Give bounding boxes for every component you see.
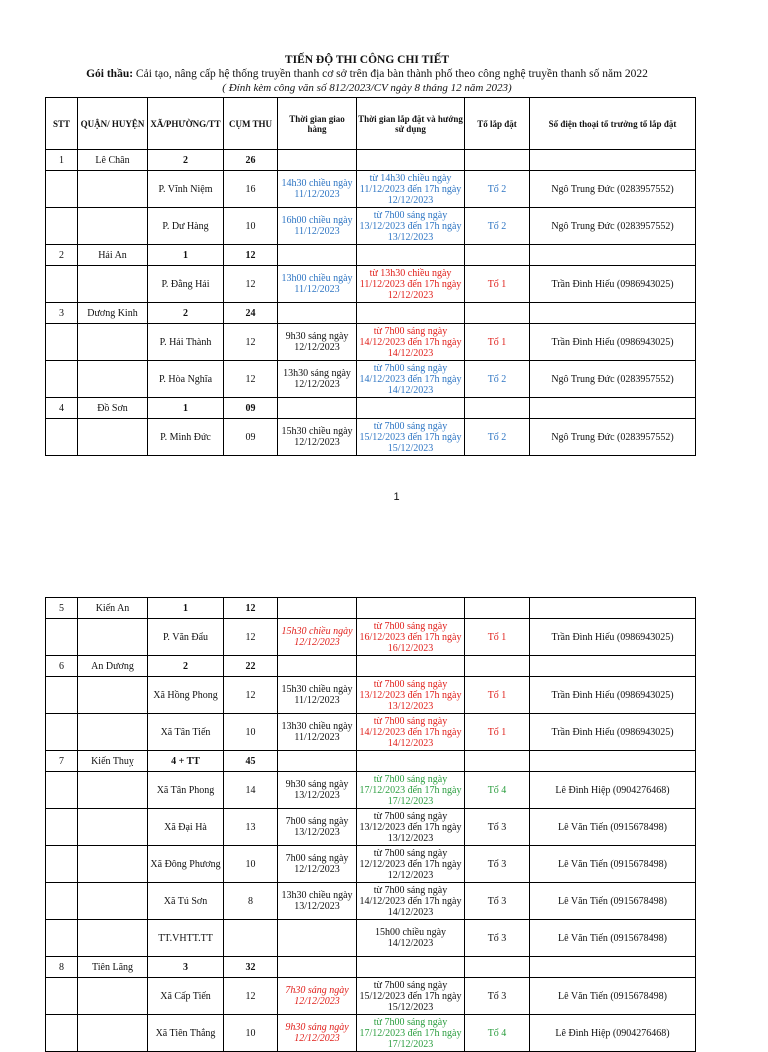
empty-cell xyxy=(530,398,696,419)
district-name: Tiên Lãng xyxy=(78,957,148,978)
cluster-total: 26 xyxy=(224,150,278,171)
delivery-time: 9h30 sáng ngày 13/12/2023 xyxy=(278,772,357,809)
empty-cell xyxy=(78,361,148,398)
empty-cell xyxy=(530,751,696,772)
cluster-count: 12 xyxy=(224,978,278,1015)
empty-cell xyxy=(278,245,357,266)
install-time: từ 7h00 sáng ngày 13/12/2023 đến 17h ngày 13/12/2023 xyxy=(357,677,465,714)
delivery-time: 13h30 sáng ngày 12/12/2023 xyxy=(278,361,357,398)
cluster-count: 10 xyxy=(224,714,278,751)
package-line xyxy=(0,67,734,82)
district-row xyxy=(46,245,696,266)
empty-cell xyxy=(357,398,465,419)
empty-cell xyxy=(78,619,148,656)
header-stt: STT xyxy=(46,98,78,150)
district-row xyxy=(46,957,696,978)
delivery-time: 13h00 chiều ngày 11/12/2023 xyxy=(278,266,357,303)
delivery-time: 9h30 sáng ngày 12/12/2023 xyxy=(278,324,357,361)
ward-row xyxy=(46,978,696,1015)
ward-name: P. Minh Đức xyxy=(148,419,224,456)
delivery-time: 14h30 chiều ngày 11/12/2023 xyxy=(278,171,357,208)
empty-cell xyxy=(78,772,148,809)
district-row xyxy=(46,150,696,171)
install-team: Tổ 3 xyxy=(465,920,530,957)
empty-cell xyxy=(46,772,78,809)
district-name: Kiến An xyxy=(78,598,148,619)
ward-name: Xã Đại Hà xyxy=(148,809,224,846)
cluster-count: 09 xyxy=(224,419,278,456)
install-time: từ 7h00 sáng ngày 14/12/2023 đến 17h ngày 14/12/2023 xyxy=(357,883,465,920)
team-leader-phone: Ngô Trung Đức (0283957552) xyxy=(530,208,696,245)
cluster-total: 32 xyxy=(224,957,278,978)
empty-cell xyxy=(46,208,78,245)
delivery-time: 16h00 chiều ngày 11/12/2023 xyxy=(278,208,357,245)
install-team: Tổ 2 xyxy=(465,419,530,456)
install-team: Tổ 2 xyxy=(465,361,530,398)
empty-cell xyxy=(78,208,148,245)
team-leader-phone: Trần Đình Hiếu (0986943025) xyxy=(530,324,696,361)
install-time: từ 7h00 sáng ngày 13/12/2023 đến 17h ngày 13/12/2023 xyxy=(357,208,465,245)
cluster-total: 12 xyxy=(224,598,278,619)
ward-name: P. Đằng Hải xyxy=(148,266,224,303)
empty-cell xyxy=(465,398,530,419)
team-leader-phone: Lê Văn Tiến (0915678498) xyxy=(530,846,696,883)
empty-cell xyxy=(357,150,465,171)
empty-cell xyxy=(278,751,357,772)
cluster-total: 24 xyxy=(224,303,278,324)
ward-row xyxy=(46,920,696,957)
delivery-time xyxy=(278,920,357,957)
ward-name: P. Vĩnh Niệm xyxy=(148,171,224,208)
header-install: Thời gian lắp đặt và hướng sử dụng xyxy=(357,98,465,150)
cluster-count: 12 xyxy=(224,677,278,714)
table-header-row xyxy=(46,98,696,150)
team-leader-phone: Lê Văn Tiến (0915678498) xyxy=(530,883,696,920)
row-stt: 2 xyxy=(46,245,78,266)
install-team: Tổ 1 xyxy=(465,677,530,714)
empty-cell xyxy=(357,245,465,266)
empty-cell xyxy=(78,883,148,920)
delivery-time: 7h00 sáng ngày 13/12/2023 xyxy=(278,809,357,846)
district-name: Đồ Sơn xyxy=(78,398,148,419)
document-header xyxy=(0,53,734,94)
cluster-count: 10 xyxy=(224,1015,278,1052)
install-team: Tổ 1 xyxy=(465,266,530,303)
header-district: QUẬN/ HUYỆN xyxy=(78,98,148,150)
team-leader-phone: Ngô Trung Đức (0283957552) xyxy=(530,361,696,398)
empty-cell xyxy=(78,171,148,208)
row-stt: 6 xyxy=(46,656,78,677)
ward-row xyxy=(46,361,696,398)
install-time: từ 14h30 chiều ngày 11/12/2023 đến 17h ngày 12/12/2023 xyxy=(357,171,465,208)
empty-cell xyxy=(530,245,696,266)
empty-cell xyxy=(46,1015,78,1052)
install-time: từ 7h00 sáng ngày 17/12/2023 đến 17h ngày 17/12/2023 xyxy=(357,772,465,809)
team-leader-phone: Trần Đình Hiếu (0986943025) xyxy=(530,677,696,714)
empty-cell xyxy=(278,398,357,419)
cluster-count: 12 xyxy=(224,266,278,303)
install-team: Tổ 3 xyxy=(465,978,530,1015)
ward-name: Xã Tân Phong xyxy=(148,772,224,809)
empty-cell xyxy=(465,656,530,677)
package-text: Cải tạo, nâng cấp hệ thống truyền thanh cơ sở trên địa bàn thành phố theo công nghệ truyền thanh số năm 2022 xyxy=(135,68,648,80)
install-team: Tổ 2 xyxy=(465,208,530,245)
reference-note: ( Đính kèm công văn số 812/2023/CV ngày 8 tháng 12 năm 2023) xyxy=(222,82,512,94)
ward-row xyxy=(46,208,696,245)
district-name: Lê Chân xyxy=(78,150,148,171)
delivery-time: 15h30 chiều ngày 12/12/2023 xyxy=(278,419,357,456)
cluster-count: 12 xyxy=(224,361,278,398)
empty-cell xyxy=(278,656,357,677)
district-row xyxy=(46,598,696,619)
empty-cell xyxy=(78,677,148,714)
ward-name: Xã Cấp Tiến xyxy=(148,978,224,1015)
ward-count: 2 xyxy=(148,150,224,171)
row-stt: 7 xyxy=(46,751,78,772)
empty-cell xyxy=(530,303,696,324)
install-time: từ 7h00 sáng ngày 17/12/2023 đến 17h ngày 17/12/2023 xyxy=(357,1015,465,1052)
empty-cell xyxy=(46,809,78,846)
empty-cell xyxy=(78,266,148,303)
empty-cell xyxy=(530,598,696,619)
install-time: từ 7h00 sáng ngày 14/12/2023 đến 17h ngày 14/12/2023 xyxy=(357,324,465,361)
cluster-count xyxy=(224,920,278,957)
empty-cell xyxy=(78,978,148,1015)
empty-cell xyxy=(78,1015,148,1052)
install-team: Tổ 3 xyxy=(465,809,530,846)
team-leader-phone: Lê Đình Hiệp (0904276468) xyxy=(530,1015,696,1052)
ward-row xyxy=(46,619,696,656)
district-row xyxy=(46,751,696,772)
empty-cell xyxy=(46,883,78,920)
empty-cell xyxy=(46,920,78,957)
header-delivery: Thời gian giao hàng xyxy=(278,98,357,150)
delivery-time: 7h30 sáng ngày 12/12/2023 xyxy=(278,978,357,1015)
ward-count: 3 xyxy=(148,957,224,978)
empty-cell xyxy=(46,361,78,398)
ward-row xyxy=(46,324,696,361)
district-row xyxy=(46,398,696,419)
header-cluster: CỤM THU xyxy=(224,98,278,150)
row-stt: 8 xyxy=(46,957,78,978)
cluster-count: 8 xyxy=(224,883,278,920)
install-team: Tổ 3 xyxy=(465,883,530,920)
row-stt: 4 xyxy=(46,398,78,419)
delivery-time: 15h30 chiều ngày 11/12/2023 xyxy=(278,677,357,714)
header-phone: Số điện thoại tổ trưởng tổ lắp đặt xyxy=(530,98,696,150)
schedule-table-page-2 xyxy=(45,597,696,1052)
team-leader-phone: Trần Đình Hiếu (0986943025) xyxy=(530,619,696,656)
empty-cell xyxy=(357,751,465,772)
empty-cell xyxy=(46,324,78,361)
delivery-time: 13h30 chiều ngày 13/12/2023 xyxy=(278,883,357,920)
empty-cell xyxy=(46,714,78,751)
team-leader-phone: Lê Văn Tiến (0915678498) xyxy=(530,978,696,1015)
empty-cell xyxy=(357,303,465,324)
cluster-total: 45 xyxy=(224,751,278,772)
team-leader-phone: Trần Đình Hiếu (0986943025) xyxy=(530,266,696,303)
district-row xyxy=(46,303,696,324)
row-stt: 1 xyxy=(46,150,78,171)
ward-name: P. Hòa Nghĩa xyxy=(148,361,224,398)
row-stt: 5 xyxy=(46,598,78,619)
cluster-count: 14 xyxy=(224,772,278,809)
header-ward: XÃ/PHƯỜNG/TT xyxy=(148,98,224,150)
district-name: An Dương xyxy=(78,656,148,677)
empty-cell xyxy=(78,846,148,883)
cluster-total: 22 xyxy=(224,656,278,677)
empty-cell xyxy=(78,419,148,456)
ward-row xyxy=(46,171,696,208)
empty-cell xyxy=(46,846,78,883)
ward-name: Xã Tân Tiến xyxy=(148,714,224,751)
team-leader-phone: Lê Văn Tiến (0915678498) xyxy=(530,809,696,846)
empty-cell xyxy=(357,957,465,978)
install-team: Tổ 1 xyxy=(465,324,530,361)
ward-row xyxy=(46,1015,696,1052)
empty-cell xyxy=(465,598,530,619)
install-time: từ 7h00 sáng ngày 15/12/2023 đến 17h ngày 15/12/2023 xyxy=(357,978,465,1015)
cluster-count: 12 xyxy=(224,324,278,361)
ward-name: P. Hải Thành xyxy=(148,324,224,361)
empty-cell xyxy=(278,150,357,171)
cluster-total: 12 xyxy=(224,245,278,266)
district-name: Dương Kinh xyxy=(78,303,148,324)
install-team: Tổ 4 xyxy=(465,772,530,809)
ward-name: Xã Đông Phương xyxy=(148,846,224,883)
empty-cell xyxy=(46,171,78,208)
delivery-time: 13h30 chiều ngày 11/12/2023 xyxy=(278,714,357,751)
install-team: Tổ 1 xyxy=(465,714,530,751)
ward-name: Xã Tú Sơn xyxy=(148,883,224,920)
team-leader-phone: Lê Văn Tiến (0915678498) xyxy=(530,920,696,957)
header-team: Tổ lắp đặt xyxy=(465,98,530,150)
cluster-count: 12 xyxy=(224,619,278,656)
schedule-table-page-1 xyxy=(45,97,696,456)
ward-count: 2 xyxy=(148,656,224,677)
ward-name: P. Dư Hàng xyxy=(148,208,224,245)
empty-cell xyxy=(78,714,148,751)
install-time: từ 7h00 sáng ngày 16/12/2023 đến 17h ngày 16/12/2023 xyxy=(357,619,465,656)
ward-name: Xã Hồng Phong xyxy=(148,677,224,714)
cluster-count: 10 xyxy=(224,208,278,245)
cluster-count: 13 xyxy=(224,809,278,846)
install-team: Tổ 4 xyxy=(465,1015,530,1052)
empty-cell xyxy=(78,809,148,846)
empty-cell xyxy=(465,150,530,171)
empty-cell xyxy=(278,303,357,324)
district-row xyxy=(46,656,696,677)
ward-row xyxy=(46,266,696,303)
install-time: từ 7h00 sáng ngày 13/12/2023 đến 17h ngày 13/12/2023 xyxy=(357,809,465,846)
ward-row xyxy=(46,714,696,751)
empty-cell xyxy=(46,619,78,656)
ward-row xyxy=(46,772,696,809)
empty-cell xyxy=(278,598,357,619)
delivery-time: 9h30 sáng ngày 12/12/2023 xyxy=(278,1015,357,1052)
delivery-time: 15h30 chiều ngày 12/12/2023 xyxy=(278,619,357,656)
ward-count: 4 + TT xyxy=(148,751,224,772)
install-time: từ 13h30 chiều ngày 11/12/2023 đến 17h ngày 12/12/2023 xyxy=(357,266,465,303)
ward-row xyxy=(46,419,696,456)
team-leader-phone: Trần Đình Hiếu (0986943025) xyxy=(530,714,696,751)
empty-cell xyxy=(465,957,530,978)
package-label: Gói thầu: xyxy=(86,68,134,80)
document-title: TIẾN ĐỘ THI CÔNG CHI TIẾT xyxy=(284,54,450,66)
install-team: Tổ 2 xyxy=(465,171,530,208)
ward-count: 1 xyxy=(148,398,224,419)
empty-cell xyxy=(278,957,357,978)
ward-row xyxy=(46,677,696,714)
install-time: từ 7h00 sáng ngày 14/12/2023 đến 17h ngày 14/12/2023 xyxy=(357,361,465,398)
cluster-total: 09 xyxy=(224,398,278,419)
ward-count: 2 xyxy=(148,303,224,324)
team-leader-phone: Ngô Trung Đức (0283957552) xyxy=(530,419,696,456)
ward-row xyxy=(46,809,696,846)
empty-cell xyxy=(46,978,78,1015)
install-time: 15h00 chiều ngày 14/12/2023 xyxy=(357,920,465,957)
team-leader-phone: Lê Đình Hiệp (0904276468) xyxy=(530,772,696,809)
page-number: 1 xyxy=(393,491,400,503)
empty-cell xyxy=(78,920,148,957)
ward-name: TT.VHTT.TT xyxy=(148,920,224,957)
ward-name: Xã Tiên Thắng xyxy=(148,1015,224,1052)
district-name: Hải An xyxy=(78,245,148,266)
team-leader-phone: Ngô Trung Đức (0283957552) xyxy=(530,171,696,208)
empty-cell xyxy=(357,656,465,677)
cluster-count: 16 xyxy=(224,171,278,208)
ward-row xyxy=(46,846,696,883)
empty-cell xyxy=(465,303,530,324)
install-team: Tổ 1 xyxy=(465,619,530,656)
empty-cell xyxy=(465,245,530,266)
empty-cell xyxy=(78,324,148,361)
install-time: từ 7h00 sáng ngày 12/12/2023 đến 17h ngày 12/12/2023 xyxy=(357,846,465,883)
cluster-count: 10 xyxy=(224,846,278,883)
empty-cell xyxy=(46,266,78,303)
district-name: Kiến Thuỵ xyxy=(78,751,148,772)
empty-cell xyxy=(46,419,78,456)
empty-cell xyxy=(46,677,78,714)
install-time: từ 7h00 sáng ngày 15/12/2023 đến 17h ngày 15/12/2023 xyxy=(357,419,465,456)
empty-cell xyxy=(530,150,696,171)
row-stt: 3 xyxy=(46,303,78,324)
ward-count: 1 xyxy=(148,598,224,619)
ward-name: P. Văn Đẩu xyxy=(148,619,224,656)
install-team: Tổ 3 xyxy=(465,846,530,883)
delivery-time: 7h00 sáng ngày 12/12/2023 xyxy=(278,846,357,883)
empty-cell xyxy=(530,656,696,677)
empty-cell xyxy=(357,598,465,619)
install-time: từ 7h00 sáng ngày 14/12/2023 đến 17h ngày 14/12/2023 xyxy=(357,714,465,751)
ward-count: 1 xyxy=(148,245,224,266)
ward-row xyxy=(46,883,696,920)
empty-cell xyxy=(530,957,696,978)
empty-cell xyxy=(465,751,530,772)
